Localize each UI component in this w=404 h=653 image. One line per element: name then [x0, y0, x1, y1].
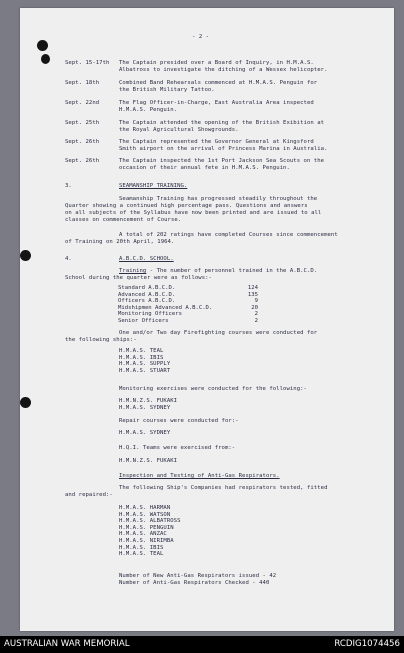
punch-hole — [41, 54, 50, 64]
course-count: 135 — [247, 291, 258, 298]
section-number: 4. — [65, 256, 72, 262]
course-name: Senior Officers — [118, 317, 169, 324]
event-text: The Captain attended the opening of the British Exibition at — [119, 120, 325, 126]
ship-name: H.M.N.Z.S. FUKAKI — [119, 458, 178, 464]
course-name: Officers A.B.C.D. — [118, 298, 176, 305]
event-text: The Captain presided over a Board of Inquiry, in H.M.A.S. — [119, 60, 314, 66]
course-name: Monitoring Officers — [118, 311, 182, 318]
section-heading: A.B.C.D. SCHOOL. — [119, 256, 174, 262]
punch-hole — [20, 250, 31, 261]
page-number: - 2 - — [192, 34, 210, 40]
event-date: Sept. 26th — [65, 139, 100, 145]
section-number: 3. — [65, 183, 72, 189]
course-name: Advanced A.B.C.D. — [118, 291, 176, 298]
training-paragraph — [119, 268, 317, 275]
table-row — [118, 311, 258, 318]
event-date: Sept. 22nd — [65, 100, 100, 106]
event-text: the Royal Agricultural Showgrounds. — [119, 127, 239, 133]
ship-name: H.M.A.S. PENGUIN — [119, 524, 174, 531]
paragraph-line: One and/or Two day Firefighting courses were conducted for — [119, 330, 318, 336]
event-text: Combined Band Rehearsals commenced at H.M.A.S. Penguin for — [119, 80, 318, 86]
event-text: The Flag Officer-in-Charge, East Australia Area inspected — [119, 100, 314, 106]
paragraph-line: classes on commencement of Course. — [65, 217, 182, 223]
course-count: 9 — [254, 298, 258, 305]
ship-name: H.M.A.S. IBIS — [119, 354, 164, 361]
table-row — [118, 292, 258, 299]
ship-name: H.M.A.S. SUPPLY — [119, 361, 171, 368]
event-text: Albatross to investigate the ditching of a Wessex helicopter. — [119, 67, 328, 73]
training-label: Training — [119, 268, 147, 274]
paragraph-line: of Training on 20th April, 1964. — [65, 239, 175, 245]
ship-name: H.M.A.S. IBIS — [119, 544, 164, 551]
course-count: 2 — [254, 311, 258, 318]
respirator-total: Number of Anti-Gas Respirators Checked - 440 — [119, 580, 270, 586]
respirators-heading: Inspection and Testing of Anti-Gas Respirators. — [119, 473, 280, 479]
event-date: Sept. 15-17th — [65, 60, 110, 66]
event-text: The Captain represented the Governor General at Kingsford — [119, 139, 314, 145]
course-count: 2 — [254, 317, 258, 324]
event-date: Sept. 26th — [65, 158, 100, 164]
section-heading: SEAMANSHIP TRAINING. — [119, 183, 188, 189]
ship-name: H.M.A.S. TEAL — [119, 348, 164, 354]
respirator-total: Number of New Anti-Gas Respirators issued - 42 — [119, 573, 277, 579]
table-row — [118, 305, 258, 312]
paragraph-line: Monitoring exercises were conducted for the following:- — [119, 386, 307, 392]
ship-name: H.M.A.S. SYDNEY — [119, 404, 171, 411]
footer-source: AUSTRALIAN WAR MEMORIAL — [4, 639, 130, 649]
table-row — [118, 285, 258, 292]
paragraph-line: on all subjects of the Syllabus have now been printed and are issued to all — [65, 210, 322, 216]
paragraph-line: the following ships:- — [65, 337, 137, 343]
event-text: H.M.A.S. Penguin. — [119, 107, 178, 113]
paragraph-line: Quarter showing a continued high percentage pass. Questions and answers — [65, 203, 308, 209]
ship-name: H.M.N.Z.S. FUKAKI — [119, 398, 178, 404]
ship-name: H.M.A.S. HARMAN — [119, 505, 171, 511]
punch-hole — [20, 397, 31, 408]
respirator-ship-list — [119, 505, 181, 558]
monitoring-ship-list — [119, 398, 177, 411]
event-date: Sept. 18th — [65, 80, 100, 86]
table-row — [118, 318, 258, 325]
ship-name: H.M.A.S. SYDNEY — [119, 430, 171, 436]
course-name: Midshipmen Advanced A.B.C.D. — [118, 304, 213, 311]
ship-name: H.M.A.S. TEAL — [119, 551, 164, 558]
document-page — [20, 8, 394, 631]
event-text: The Captain inspected the 1st Port Jackson Sea Scouts on the — [119, 158, 325, 164]
event-text: Smith airport on the arrival of Princess Marina in Australia. — [119, 146, 328, 152]
firefighting-ship-list — [119, 348, 170, 374]
course-count: 20 — [251, 304, 258, 311]
ship-name: H.M.A.S. NIRIMBA — [119, 537, 174, 544]
paragraph-line: Seamanship Training has progressed steadily throughout the — [119, 196, 318, 202]
footer-id: RCDIG1074456 — [334, 639, 400, 649]
training-text: - The number of personnel trained in the A.B.C.D. — [146, 268, 318, 274]
course-name: Standard A.B.C.D. — [118, 285, 176, 291]
ship-name: H.M.A.S. ANZAC — [119, 531, 167, 538]
footer-bar — [0, 636, 404, 653]
paragraph-line: School during the quarter were as follows:- — [65, 275, 212, 281]
ship-name: H.M.A.S. ALBATROSS — [119, 518, 181, 525]
paragraph-line: H.Q.I. Teams were exercised from:- — [119, 445, 236, 451]
training-table — [118, 285, 258, 325]
punch-hole — [37, 40, 48, 51]
event-date: Sept. 25th — [65, 120, 100, 126]
ship-name: H.M.A.S. WATSON — [119, 511, 171, 518]
paragraph-line: A total of 202 ratings have completed Courses since commencement — [119, 232, 338, 238]
event-text: occasion of their annual fete in H.M.A.S. Penguin. — [119, 165, 290, 171]
paragraph-line: and repaired:- — [65, 492, 113, 498]
ship-name: H.M.A.S. STUART — [119, 367, 171, 374]
table-row — [118, 298, 258, 305]
paragraph-line: Repair courses were conducted for:- — [119, 418, 239, 424]
paragraph-line: The following Ship's Companies had respirators tested, fitted — [119, 485, 328, 491]
event-text: the British Military Tattoo. — [119, 87, 215, 93]
course-count: 124 — [247, 285, 258, 291]
